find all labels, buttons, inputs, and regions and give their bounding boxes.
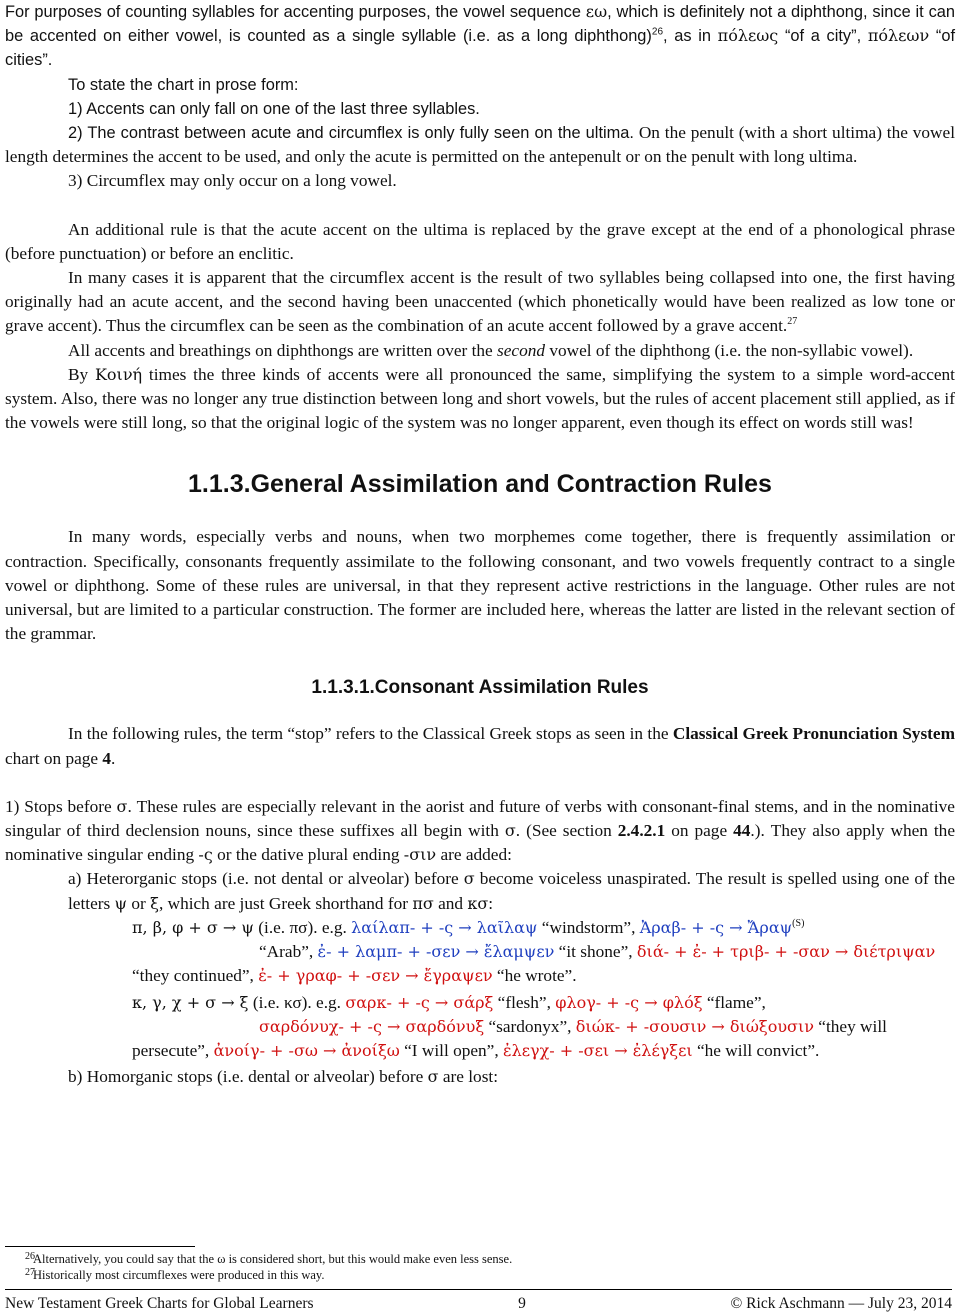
subsection-b-homorganic xyxy=(5,1065,955,1089)
example-word: ἀνοίγ- + -σω → ἀνοίξω xyxy=(213,1040,400,1060)
gloss: “I will open”, xyxy=(399,1040,503,1060)
chart-link[interactable]: Classical Greek Pronunciation System xyxy=(672,724,955,744)
gloss: “Arab”, xyxy=(259,942,318,962)
text: “of cities”. xyxy=(5,27,955,70)
gloss: “they continued”, xyxy=(132,966,259,986)
text: b) Homorganic stops (i.e. dental or alveolar) before xyxy=(68,1067,428,1087)
example-word: φλογ- + -ς → φλόξ xyxy=(555,992,703,1012)
gloss: “it shone”, xyxy=(554,942,637,962)
prose-intro: To state the chart in prose form: xyxy=(68,75,299,94)
text: or xyxy=(127,893,151,913)
rule-formula: π, β, φ + σ → ψ xyxy=(132,917,254,937)
paragraph-circumflex xyxy=(5,266,955,339)
page-ref[interactable]: 44 xyxy=(733,821,751,841)
footnote-text: Historically most circumflexes were produced in this way. xyxy=(33,1268,325,1282)
rule-2-lead: 2) The contrast between acute and circumflex is only fully seen on the ultima. xyxy=(68,124,634,143)
gloss: “windstorm”, xyxy=(537,917,640,937)
subsection-a-heterorganic xyxy=(5,867,955,915)
text: , as in xyxy=(663,27,718,46)
rule-formula: κ, γ, χ + σ → ξ xyxy=(132,992,249,1012)
example-word: σαρκ- + -ς → σάρξ xyxy=(345,992,494,1012)
source-marker: (S) xyxy=(792,918,805,930)
example-word: ἐ- + γραφ- + -σεν → ἔγραψεν xyxy=(258,966,493,986)
text: are added: xyxy=(436,845,512,865)
example-word: διώκ- + -σουσιν → διώξουσιν xyxy=(575,1016,814,1036)
text: or the dative plural ending xyxy=(212,845,404,865)
greek-sigma: σ xyxy=(504,821,516,841)
text: chart on page xyxy=(5,748,103,768)
rule-2-body: On the penult (with a short ultima) the vowel length determines the accent to be used, and only the acute is permitted on the antepenult or on the penult with long ultima. xyxy=(5,123,956,167)
page-footer xyxy=(5,1289,952,1316)
text: All accents and breathings on diphthongs are written over the xyxy=(68,340,498,360)
footnote-ref-26[interactable]: 26 xyxy=(651,26,664,38)
text: , which are just Greek shorthand for xyxy=(158,893,413,913)
text: are lost: xyxy=(438,1067,499,1087)
paragraph-koine xyxy=(5,363,955,436)
greek-psi: ψ xyxy=(114,893,128,913)
footnote-text: Alternatively, you could say that the ω is considered short, but this would make even less sense. xyxy=(33,1252,513,1266)
velar-rule xyxy=(5,991,955,1064)
greek-ew: εω xyxy=(585,2,608,21)
labial-rule xyxy=(5,916,955,989)
text: a) Heterorganic stops (i.e. not dental or alveolar) before xyxy=(68,869,464,889)
greek-koine: Κοινή xyxy=(94,364,143,384)
greek-poleos: πόλεως xyxy=(717,26,779,46)
text: , which is definitely not a diphthong, since it can be accented on either vowel, is counted as a single syllable (i.e. as a long diphthong) xyxy=(5,3,955,46)
text: times the three kinds of accents were all pronounced the same, simplifying the system to a simple word-accent system. Also, there was no longer any true distinction between long and short vowels, but the rules of accent placement still applied, as if the vowels were still long, so that the original logic of the system was no longer apparent, even though its effect on words still was! xyxy=(5,364,955,433)
text: For purposes of counting syllables for accenting purposes, the vowel sequence xyxy=(5,3,586,21)
rule-1: 1) Accents can only fall on one of the last three syllables. xyxy=(68,99,480,118)
greek-ending: -ς xyxy=(198,845,213,865)
text: vowel of the diphthong (i.e. the non-syllabic vowel). xyxy=(545,340,914,360)
text: become voiceless unaspirated. The result is spelled using one of the letters xyxy=(68,869,955,913)
example-word: διά- + ἐ- + τριβ- + -σαν → διέτριψαν xyxy=(636,942,936,962)
text: and xyxy=(433,893,468,913)
page-ref[interactable]: 4 xyxy=(102,748,112,768)
text: “of a city”, xyxy=(778,27,868,46)
text: .). They also apply when the nominative singular ending xyxy=(5,821,955,865)
paragraph-assimilation: In many words, especially verbs and nouns, when two morphemes come together, there is frequently assimilation or contraction. Specifically, consonants frequently assimilate to the following consonant, and two vowels frequently contract to a single vowel or diphthong. Some of these rules are universal, in that they represent active restrictions in the language. Other rules are not universal, but are limited to a particular construction. The former are included here, whereas the latter are listed in the relevant section of the grammar. xyxy=(5,527,955,644)
text: (i.e. πσ). e.g. xyxy=(253,917,352,937)
paragraph-syllable-counting xyxy=(5,0,955,73)
example-word: Ἀραβ- + -ς → Ἄραψ xyxy=(639,917,793,937)
section-ref[interactable]: 2.4.2.1 xyxy=(617,821,666,841)
page-number: 9 xyxy=(518,1295,526,1312)
document-page xyxy=(5,0,955,1089)
example-word: λαίλαπ- + -ς → λαῖλαψ xyxy=(351,917,538,937)
paragraph-diphthongs xyxy=(5,339,955,363)
greek-sigma: σ xyxy=(427,1067,439,1087)
text: . xyxy=(111,748,116,768)
gloss: “sardonyx”, xyxy=(484,1016,576,1036)
rule-3: 3) Circumflex may only occur on a long vowel. xyxy=(68,171,397,191)
gloss: “he wrote”. xyxy=(492,966,577,986)
greek-ps: πσ xyxy=(412,893,434,913)
text: In many cases it is apparent that the circumflex accent is the result of two syllables being collapsed into one, the first having originally had an acute accent, and the second having been unaccented (which phonetically would have been realized as low tone or grave accent). Thus the circumflex can be seen as the combination of an acute accent followed by a grave accent. xyxy=(5,268,955,336)
footnote-26: 26 Alternatively, you could say that the ω is considered short, but this would make even less sense. xyxy=(25,1251,513,1266)
section-heading-1-1-3: 1.1.3.General Assimilation and Contraction Rules xyxy=(188,470,772,499)
text: . These rules are especially relevant in the aorist and future of verbs with consonant-final stems, and in the nominative singular of third declension nouns, since these suffixes all begin with xyxy=(5,796,955,841)
example-word: ἐλεγχ- + -σει → ἐλέγξει xyxy=(502,1040,693,1060)
footer-title: New Testament Greek Charts for Global Learners xyxy=(5,1295,314,1312)
gloss: “flame”, xyxy=(702,992,766,1012)
greek-ks: κσ xyxy=(467,893,489,913)
footnote-ref-27[interactable]: 27 xyxy=(787,316,798,328)
paragraph-grave: An additional rule is that the acute accent on the ultima is replaced by the grave except at the end of a phonological phrase (before punctuation) or before an enclitic. xyxy=(5,219,955,263)
greek-sigma: σ xyxy=(463,869,475,889)
greek-poleon: πόλεων xyxy=(867,26,930,46)
example-word: σαρδόνυχ- + -ς → σαρδόνυξ xyxy=(259,1016,485,1036)
text: 1) Stops before xyxy=(5,796,117,816)
text: (i.e. κσ). e.g. xyxy=(248,992,346,1012)
footnote-27: 27 Historically most circumflexes were produced in this way. xyxy=(25,1267,325,1282)
gloss: “flesh”, xyxy=(493,992,556,1012)
gloss: “he will convict”. xyxy=(692,1040,820,1060)
paragraph-stop-definition xyxy=(5,722,955,770)
rule-2 xyxy=(5,121,955,169)
text: : xyxy=(488,893,494,913)
footer-copyright: © Rick Aschmann — July 23, 2014 xyxy=(730,1295,952,1312)
text: In the following rules, the term “stop” refers to the Classical Greek stops as seen in the xyxy=(68,724,673,744)
section-stops-before-sigma xyxy=(5,795,955,868)
greek-sigma: σ xyxy=(116,796,128,816)
emphasis-second: second xyxy=(497,340,546,360)
text: . (See section xyxy=(515,821,618,841)
greek-ending: -σιν xyxy=(403,845,437,865)
text: By xyxy=(68,364,95,384)
example-word: ἐ- + λαμπ- + -σεν → ἔλαμψεν xyxy=(317,942,555,962)
gloss: “they will persecute”, xyxy=(132,1016,887,1060)
greek-xi: ξ xyxy=(150,893,159,913)
section-heading-1-1-3-1: 1.1.3.1.Consonant Assimilation Rules xyxy=(311,677,649,699)
footnote-separator xyxy=(5,1246,195,1247)
text: on page xyxy=(665,821,734,841)
